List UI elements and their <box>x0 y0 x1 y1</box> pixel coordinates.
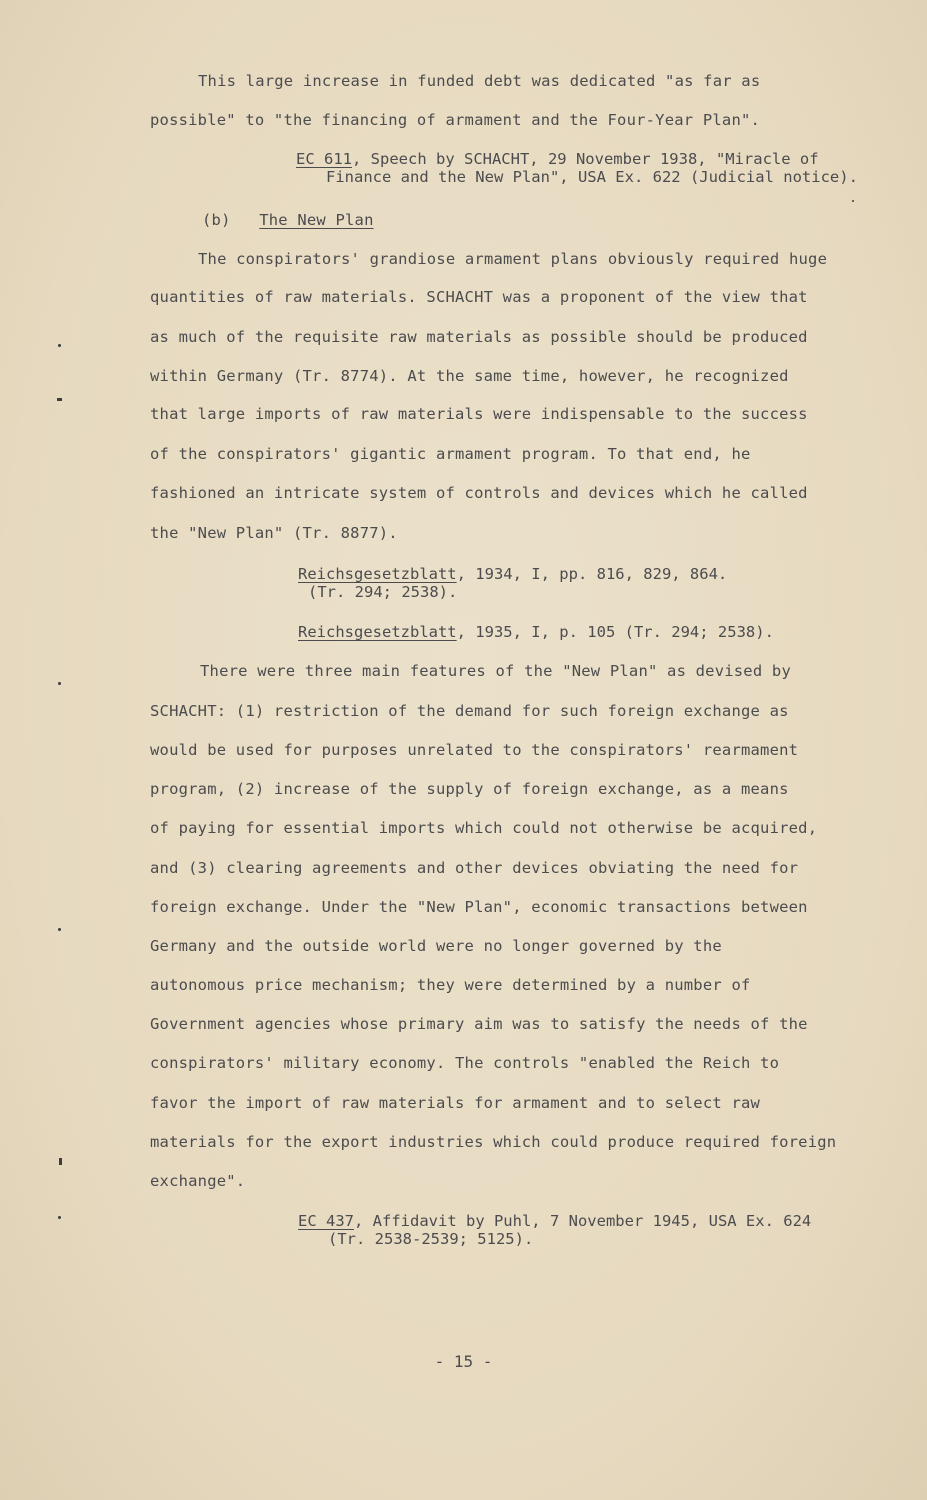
para2-line: within Germany (Tr. 8774). At the same time, however, he recognized <box>150 367 789 385</box>
scan-speck <box>852 200 854 202</box>
scan-speck <box>58 928 61 931</box>
citation-rgbl-1935 <box>298 623 774 641</box>
para3-line: There were three main features of the "New Plan" as devised by <box>200 662 791 680</box>
para1-line2: possible" to "the financing of armament and the Four-Year Plan". <box>150 111 761 129</box>
para3-line: and (3) clearing agreements and other devices obviating the need for <box>150 859 799 877</box>
para3-line: exchange". <box>150 1172 246 1190</box>
citation-text: , 1935, I, p. 105 (Tr. 294; 2538). <box>456 623 774 641</box>
para1-line1: This large increase in funded debt was dedicated "as far as <box>198 72 761 90</box>
section-title: The New Plan <box>259 211 374 229</box>
scan-speck <box>58 682 61 685</box>
para3-line: foreign exchange. Under the "New Plan", economic transactions between <box>150 898 808 916</box>
scan-speck <box>58 1216 61 1219</box>
citation-ref: EC 611 <box>296 150 352 168</box>
citation-ref: EC 437 <box>298 1212 354 1230</box>
para2-line: The conspirators' grandiose armament plans obviously required huge <box>198 250 828 268</box>
para3-line: autonomous price mechanism; they were determined by a number of <box>150 976 751 994</box>
citation-ec437 <box>298 1212 811 1248</box>
citation-text: , 1934, I, pp. 816, 829, 864. <box>456 565 728 583</box>
citation-text: , Affidavit by Puhl, 7 November 1945, USA Ex. 624 <box>354 1212 812 1230</box>
citation-text-cont: (Tr. 294; 2538). <box>308 583 458 601</box>
para3-line: Germany and the outside world were no longer governed by the <box>150 937 722 955</box>
citation-ref: Reichsgesetzblatt <box>298 565 457 583</box>
para2-line: the "New Plan" (Tr. 8877). <box>150 524 398 542</box>
para3-line: conspirators' military economy. The controls "enabled the Reich to <box>150 1054 780 1072</box>
para3-line: SCHACHT: (1) restriction of the demand for such foreign exchange as <box>150 702 789 720</box>
para3-line: favor the import of raw materials for armament and to select raw <box>150 1094 761 1112</box>
para3-line: program, (2) increase of the supply of foreign exchange, as a means <box>150 780 789 798</box>
para3-line: materials for the export industries which could produce required foreign <box>150 1133 837 1151</box>
para2-line: fashioned an intricate system of controls and devices which he called <box>150 484 808 502</box>
page-number: - 15 - <box>434 1352 493 1371</box>
para3-line: would be used for purposes unrelated to the conspirators' rearmament <box>150 741 799 759</box>
citation-ref: Reichsgesetzblatt <box>298 623 457 641</box>
section-marker: (b) <box>202 211 231 229</box>
para2-line: quantities of raw materials. SCHACHT was a proponent of the view that <box>150 288 808 306</box>
citation-rgbl-1934 <box>298 565 727 601</box>
para2-line: that large imports of raw materials were indispensable to the success <box>150 405 808 423</box>
section-heading <box>202 211 374 229</box>
para3-line: Government agencies whose primary aim was to satisfy the needs of the <box>150 1015 808 1033</box>
citation-text-cont: (Tr. 2538-2539; 5125). <box>328 1230 534 1248</box>
citation-text: , Speech by SCHACHT, 29 November 1938, "Miracle of <box>352 150 819 168</box>
scan-speck <box>58 344 61 347</box>
para2-line: of the conspirators' gigantic armament program. To that end, he <box>150 445 751 463</box>
scan-speck <box>57 398 62 401</box>
citation-ec611 <box>296 150 858 186</box>
para3-line: of paying for essential imports which could not otherwise be acquired, <box>150 819 818 837</box>
scan-speck <box>59 1158 62 1165</box>
para2-line: as much of the requisite raw materials as possible should be produced <box>150 328 808 346</box>
citation-text-cont: Finance and the New Plan", USA Ex. 622 (Judicial notice). <box>326 168 858 186</box>
